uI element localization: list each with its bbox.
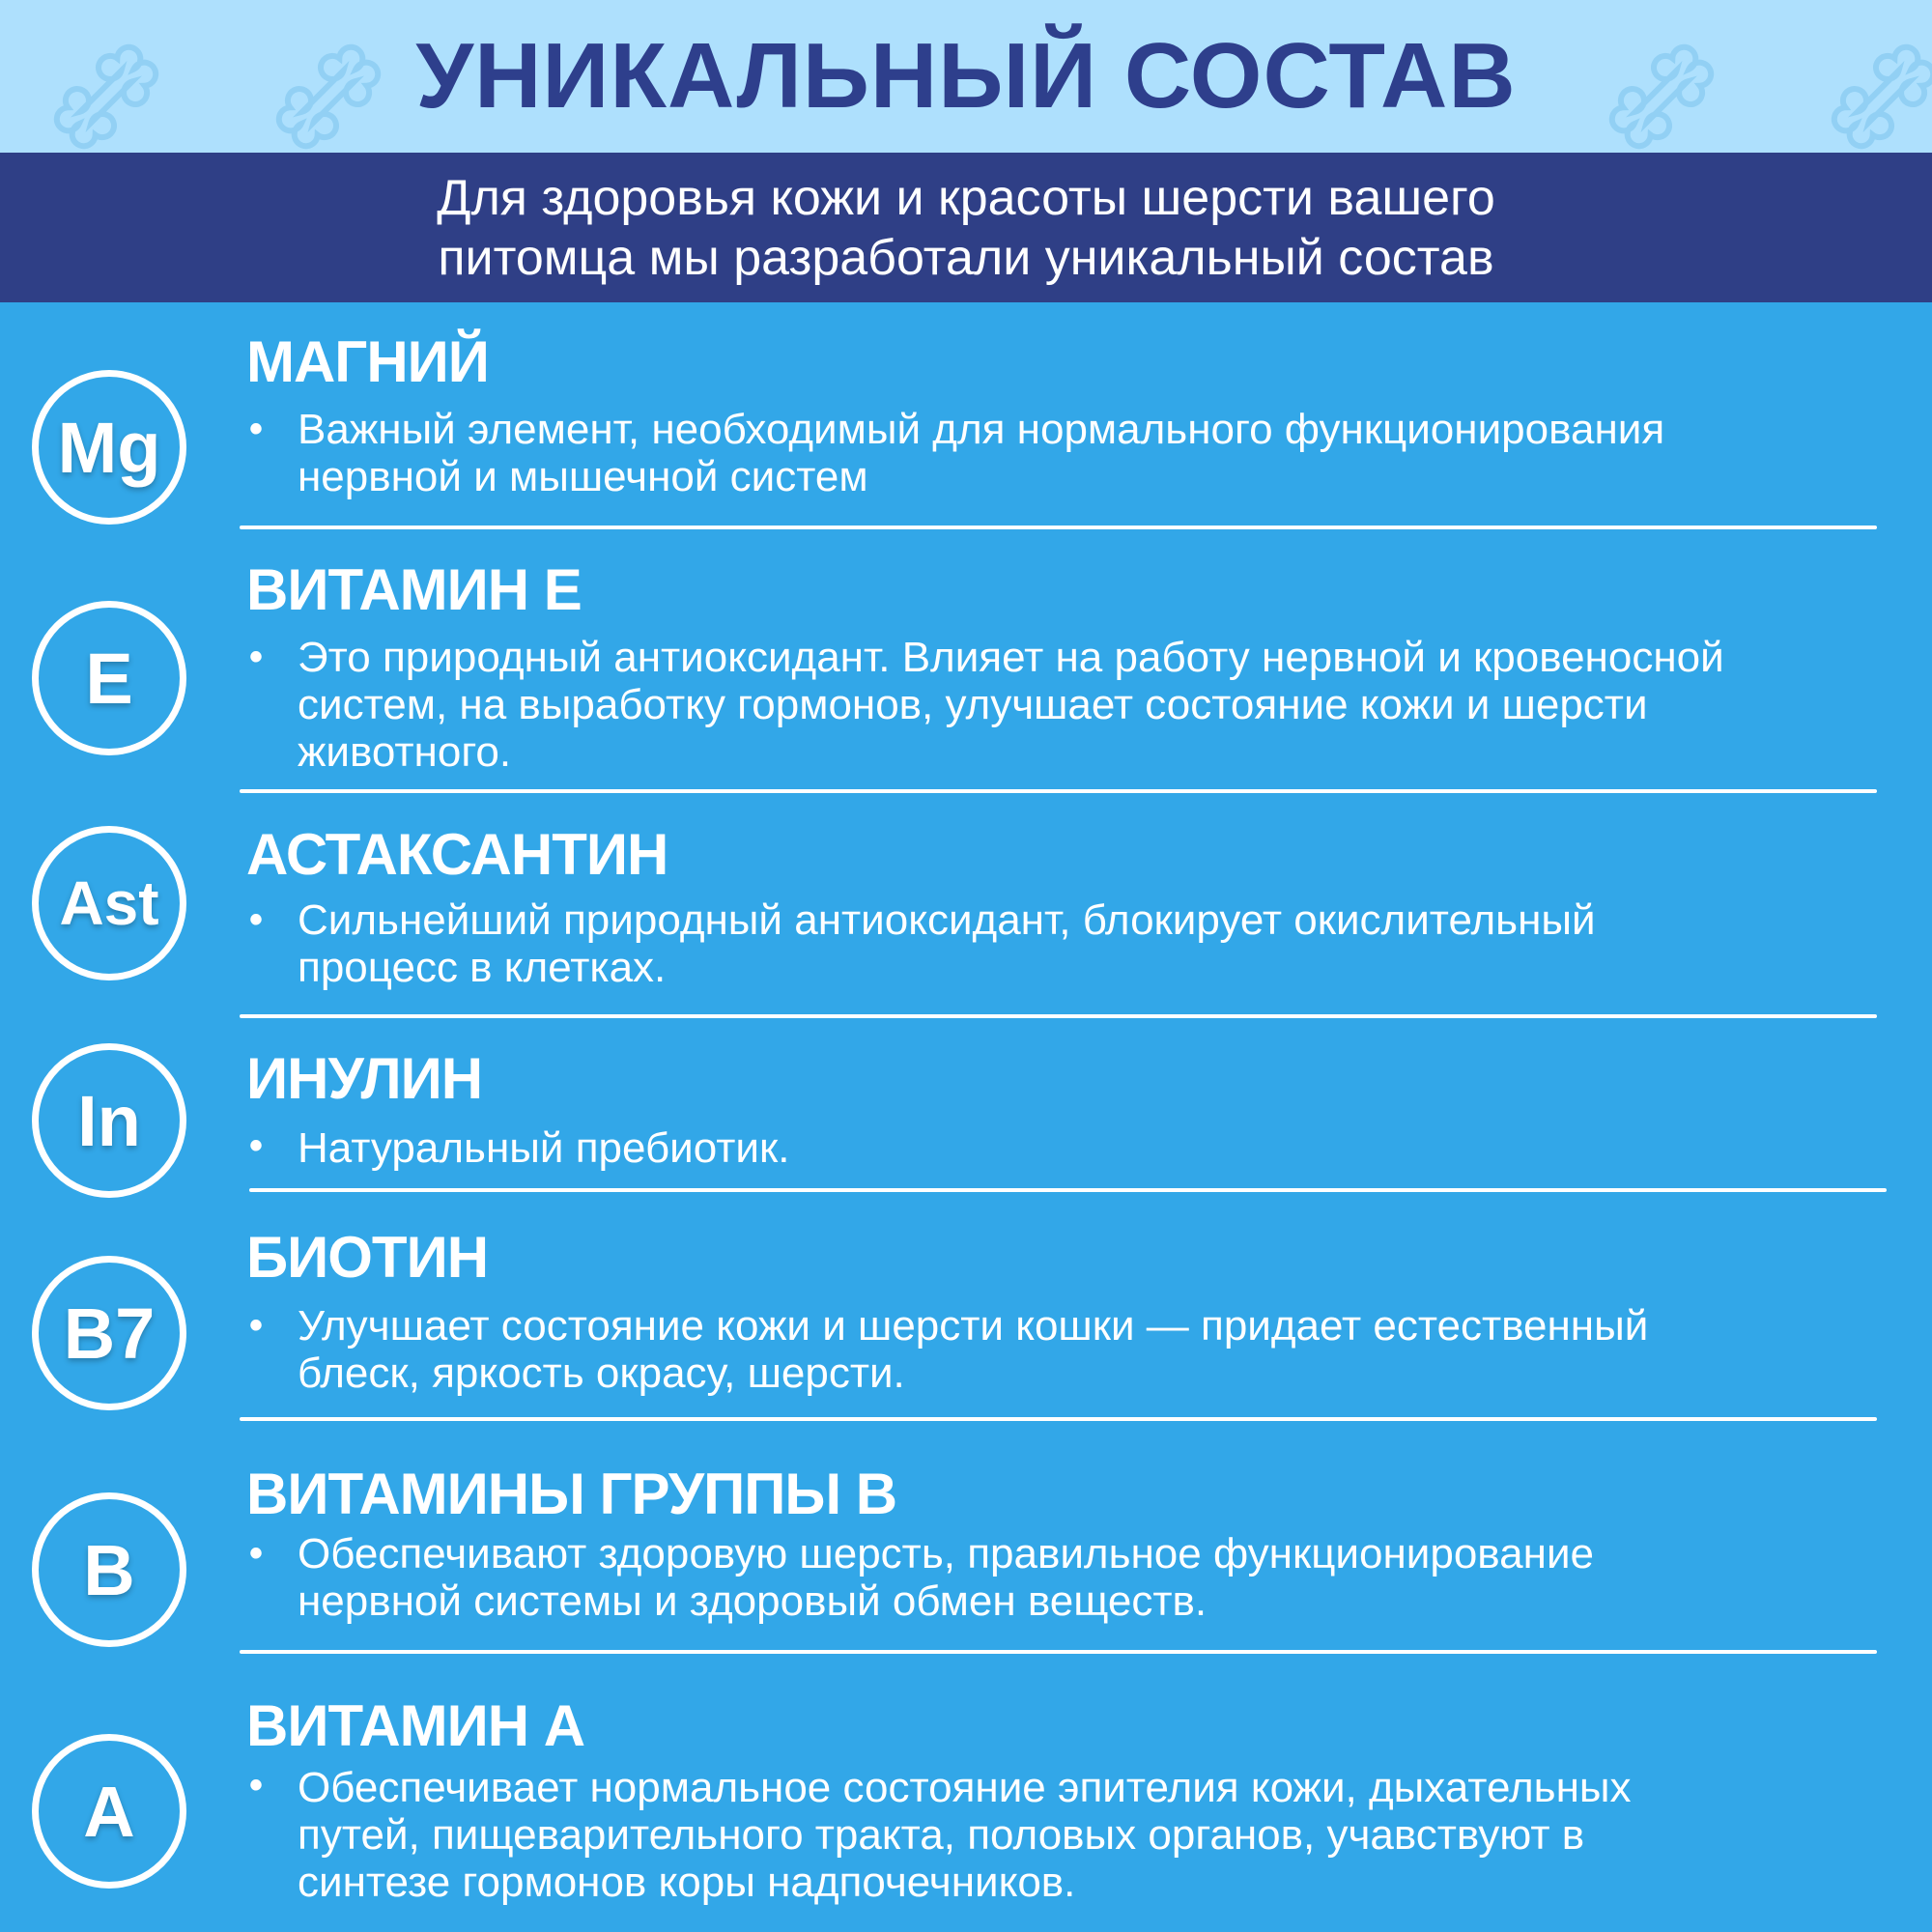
subtitle-line: Для здоровья кожи и красоты шерсти вашего (437, 169, 1495, 226)
bullet: • (249, 1532, 264, 1575)
ingredient-description: Важный элемент, необходимый для нормального функционирования нервной и мышечной систем (298, 406, 1665, 500)
symbol-circle: A (32, 1734, 186, 1889)
symbol-circle: Mg (32, 370, 186, 525)
bullet: • (249, 1764, 264, 1806)
symbol-circle: E (32, 601, 186, 755)
divider (240, 1417, 1877, 1421)
ingredient-heading: АСТАКСАНТИН (246, 822, 668, 887)
divider (249, 1188, 1887, 1192)
subtitle-line: питомца мы разработали уникальный состав (438, 229, 1494, 286)
ingredient-description: Сильнейший природный антиоксидант, блокирует окислительный процесс в клетках. (298, 896, 1596, 991)
symbol-circle: Ast (32, 826, 186, 980)
ingredient-heading: ИНУЛИН (246, 1046, 483, 1111)
divider (240, 1014, 1877, 1018)
ingredient-heading: МАГНИЙ (246, 329, 489, 394)
ingredient-heading: ВИТАМИН Е (246, 557, 582, 622)
bullet: • (249, 1304, 264, 1347)
bullet: • (249, 636, 264, 678)
bullet: • (249, 408, 264, 450)
bullet: • (249, 898, 264, 941)
subtitle-band (0, 153, 1932, 302)
ingredient-description: Обеспечивает нормальное состояние эпителия кожи, дыхательных путей, пищеварительного тракта, половых органов, учавствуют в синтезе гормонов коры надпочечников. (298, 1764, 1632, 1906)
page-title: УНИКАЛЬНЫЙ СОСТАВ (415, 24, 1517, 128)
ingredient-description: Это природный антиоксидант. Влияет на работу нервной и кровеносной систем, на выработку гормонов, улучшает состояние кожи и шерсти животного. (298, 634, 1724, 776)
divider (240, 526, 1877, 529)
ingredient-heading: ВИТАМИН А (246, 1693, 585, 1758)
symbol-circle: B (32, 1492, 186, 1647)
ingredient-description: Улучшает состояние кожи и шерсти кошки — придает естественный блеск, яркость окрасу, шерсти. (298, 1302, 1649, 1397)
symbol-circle: B7 (32, 1256, 186, 1410)
ingredient-heading: БИОТИН (246, 1225, 489, 1290)
bullet: • (249, 1124, 264, 1167)
divider (240, 789, 1877, 793)
ingredient-description: Натуральный пребиотик. (298, 1124, 790, 1172)
symbol-circle: In (32, 1043, 186, 1198)
divider (240, 1650, 1877, 1654)
ingredient-heading: ВИТАМИНЫ ГРУППЫ В (246, 1462, 897, 1526)
ingredient-description: Обеспечивают здоровую шерсть, правильное функционирование нервной системы и здоровый обмен веществ. (298, 1530, 1594, 1625)
header-banner (0, 0, 1932, 153)
